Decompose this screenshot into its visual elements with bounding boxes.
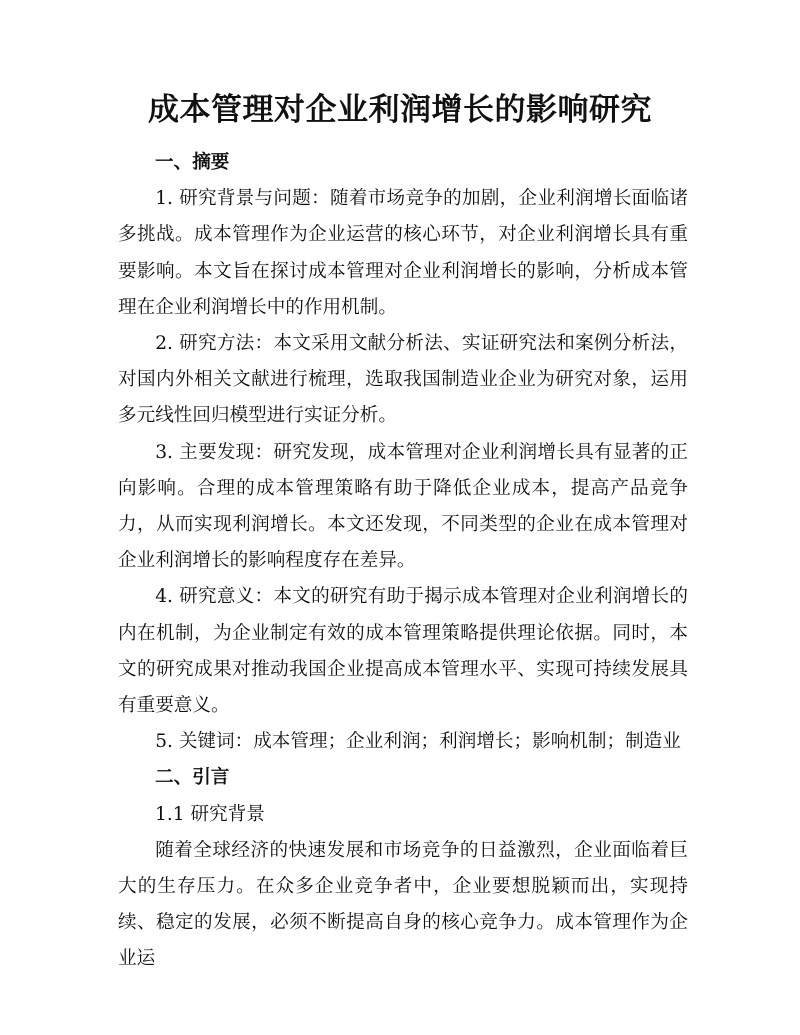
document-body — [118, 145, 688, 978]
abstract-paragraph-findings: 3. 主要发现：研究发现，成本管理对企业利润增长具有显著的正向影响。合理的成本管理策略有助于降低企业成本，提高产品竞争力，从而实现利润增长。本文还发现，不同类型的企业在成本管理对企业利润增长的影响程度存在差异。 — [118, 441, 688, 572]
abstract-paragraph-significance: 4. 研究意义：本文的研究有助于揭示成本管理对企业利润增长的内在机制，为企业制定有效的成本管理策略提供理论依据。同时，本文的研究成果对推动我国企业提高成本管理水平、实现可持续发展具有重要意义。 — [118, 586, 688, 717]
abstract-paragraph-keywords: 5. 关键词：成本管理；企业利润；利润增长；影响机制；制造业 — [155, 731, 681, 753]
section-heading-introduction: 二、引言 — [155, 767, 230, 789]
abstract-paragraph-background: 1. 研究背景与问题：随着市场竞争的加剧，企业利润增长面临诸多挑战。成本管理作为企业运营的核心环节，对企业利润增长具有重要影响。本文旨在探讨成本管理对企业利润增长的影响，分析成本管理在企业利润增长中的作用机制。 — [118, 188, 688, 318]
subsection-heading-background: 1.1 研究背景 — [155, 803, 265, 825]
abstract-paragraph-methods: 2. 研究方法：本文采用文献分析法、实证研究法和案例分析法，对国内外相关文献进行梳理，选取我国制造业企业为研究对象，运用多元线性回归模型进行实证分析。 — [118, 333, 688, 427]
document-title: 成本管理对企业利润增长的影响研究 — [148, 92, 652, 128]
introduction-paragraph: 随着全球经济的快速发展和市场竞争的日益激烈，企业面临着巨大的生存压力。在众多企业竞争者中，企业要想脱颖而出，实现持续、稳定的发展，必须不断提高自身的核心竞争力。成本管理作为企业运 — [118, 839, 688, 970]
section-heading-abstract: 一、摘要 — [155, 152, 230, 173]
